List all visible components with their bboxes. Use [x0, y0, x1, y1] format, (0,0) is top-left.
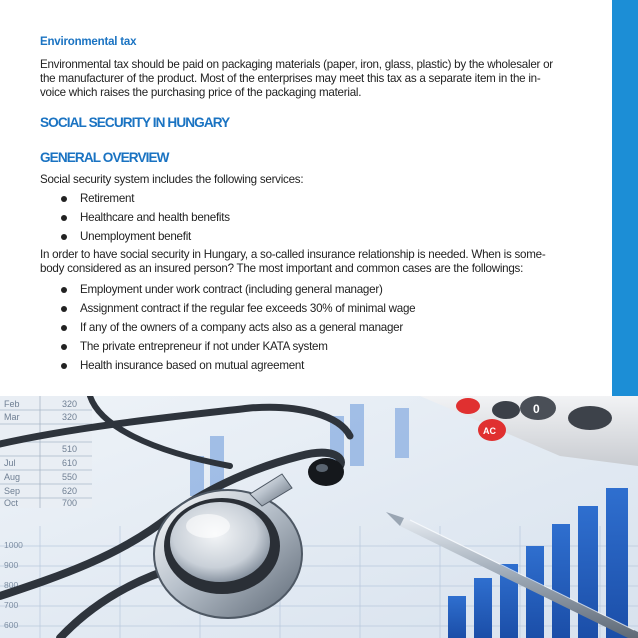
table-cell: Oct: [4, 498, 19, 508]
environmental-tax-heading: Environmental tax: [40, 36, 137, 48]
list-item: [40, 280, 606, 299]
list-item-text: Health insurance based on mutual agreement: [80, 359, 305, 372]
axis-tick-label: 700: [4, 600, 19, 610]
list-item-text: Assignment contract if the regular fee exceeds 30% of minimal wage: [80, 302, 416, 315]
env-line-1: Environmental tax should be paid on packaging materials (paper, iron, glass, plastic) by the wholesaler or: [40, 58, 553, 71]
list-item: [40, 189, 606, 208]
list-item: [40, 337, 606, 356]
list-item: [40, 208, 606, 227]
list-item-text: Healthcare and health benefits: [80, 211, 230, 224]
calculator-key-ac: AC: [483, 426, 496, 436]
env-line-3: voice which raises the purchasing price of the packaging material.: [40, 86, 362, 99]
bullet-icon: [61, 215, 67, 221]
table-cell: 510: [62, 444, 78, 454]
social-security-heading: SOCIAL SECURITY IN HUNGARY: [40, 115, 230, 130]
list-item-text: The private entrepreneur if not under KATA system: [80, 340, 328, 353]
general-overview-heading: GENERAL OVERVIEW: [40, 150, 169, 165]
cases-list: [40, 280, 606, 375]
table-cell: 320: [62, 399, 78, 409]
list-item-text: Retirement: [80, 192, 135, 205]
services-intro: Social security system includes the following services:: [40, 173, 304, 186]
table-cell: Sep: [4, 486, 21, 496]
list-item-text: Unemployment benefit: [80, 230, 191, 243]
bullet-icon: [61, 325, 67, 331]
table-cell: Jul: [4, 458, 16, 468]
content-area: [40, 36, 606, 377]
insurance-line-1: In order to have social security in Hungary, a so-called insurance relationship is needed. When is some-: [40, 248, 546, 261]
list-item-text: Employment under work contract (including general manager): [80, 283, 383, 296]
bullet-icon: [61, 306, 67, 312]
calculator-key-0: 0: [533, 402, 540, 416]
bullet-icon: [61, 196, 67, 202]
table-cell: Feb: [4, 399, 20, 409]
axis-tick-label: 800: [4, 580, 19, 590]
table-cell: 700: [62, 498, 78, 508]
list-item: [40, 318, 606, 337]
table-cell: 610: [62, 458, 78, 468]
bullet-icon: [61, 344, 67, 350]
table-cell: Aug: [4, 472, 21, 482]
axis-tick-label: 900: [4, 560, 19, 570]
services-list: [40, 189, 606, 246]
table-cell: 550: [62, 472, 78, 482]
list-item: [40, 299, 606, 318]
bullet-icon: [61, 287, 67, 293]
env-line-2: the manufacturer of the product. Most of the enterprises may meet this tax as a separate item in the in-: [40, 72, 541, 85]
bullet-icon: [61, 234, 67, 240]
list-item-text: If any of the owners of a company acts also as a general manager: [80, 321, 403, 334]
table-cell: 620: [62, 486, 78, 496]
insurance-paragraph: [40, 248, 606, 276]
ear-tip-icon: [308, 458, 344, 486]
axis-tick-label: 1000: [4, 540, 23, 550]
table-cell: 320: [62, 412, 78, 422]
list-item: [40, 356, 606, 375]
environmental-tax-paragraph: [40, 58, 606, 100]
stethoscope-calculator-photo: [0, 396, 638, 638]
data-table: [0, 396, 92, 508]
list-item: [40, 227, 606, 246]
bullet-icon: [61, 363, 67, 369]
insurance-line-2: body considered as an insured person? The most important and common cases are the followings:: [40, 262, 524, 275]
side-accent-bar: [612, 0, 638, 396]
axis-tick-label: 600: [4, 620, 19, 630]
table-cell: Mar: [4, 412, 20, 422]
